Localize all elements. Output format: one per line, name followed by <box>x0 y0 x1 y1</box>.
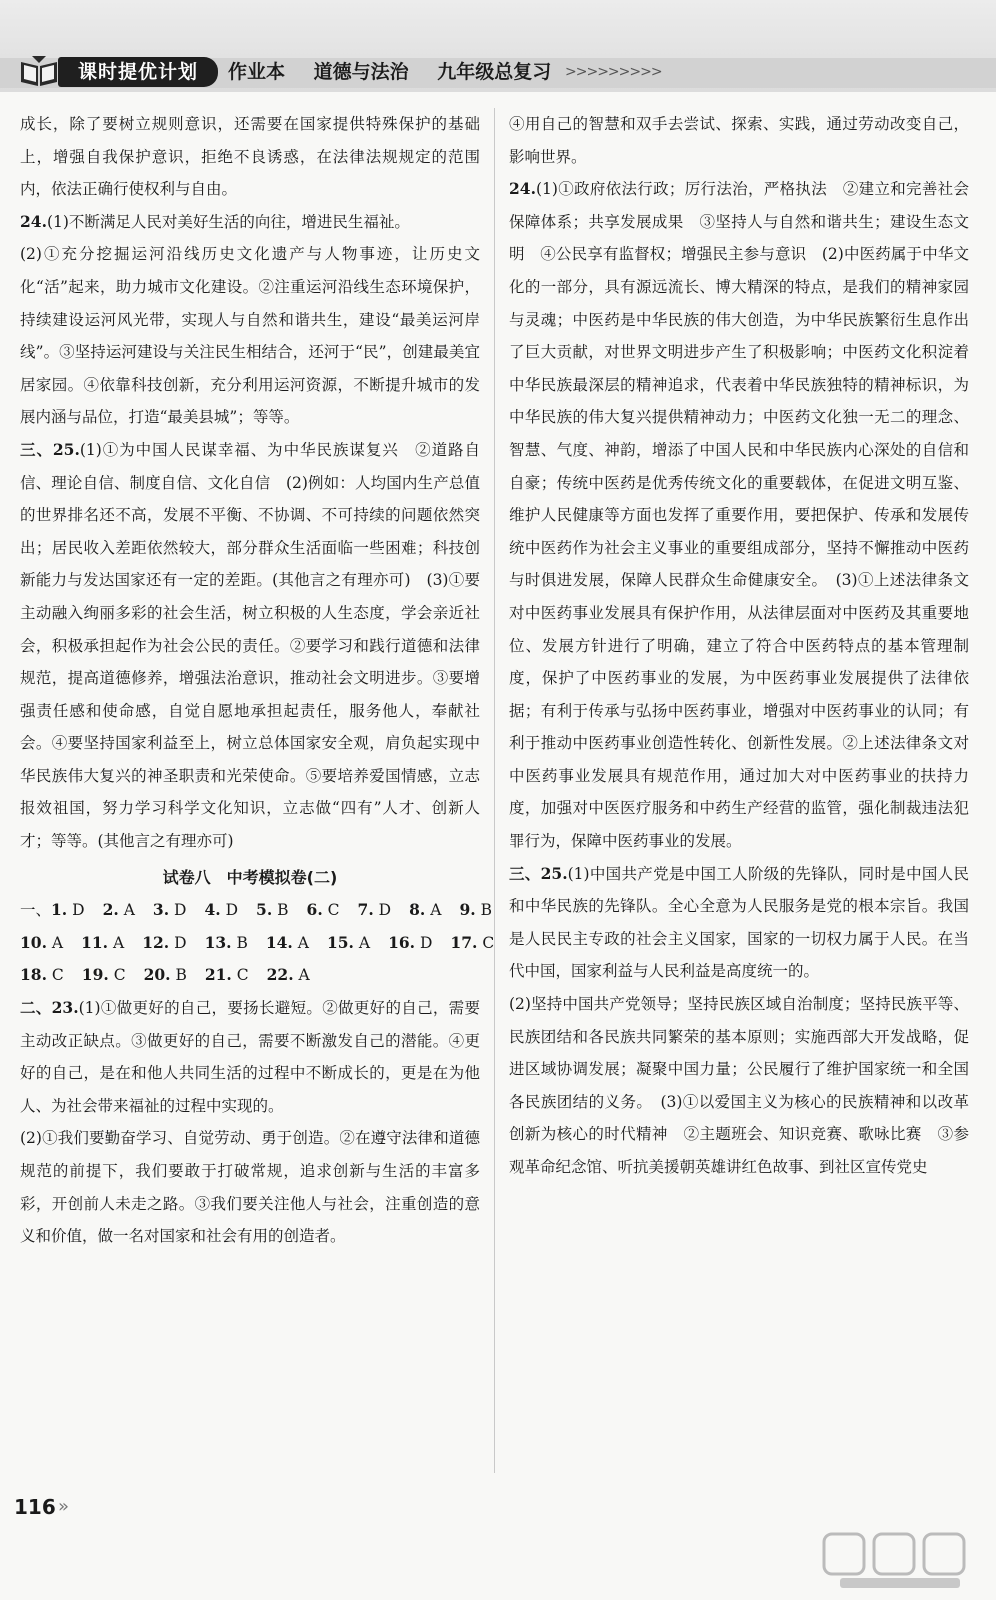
mc-item: 22. A <box>266 965 310 985</box>
page-arrow-icon: » <box>58 1496 70 1517</box>
question-number: 三、25. <box>20 439 80 459</box>
mc-item: 4. D <box>204 900 239 920</box>
mc-item: 3. D <box>152 900 187 920</box>
answer-25-1 <box>509 858 969 988</box>
question-number: 24. <box>509 179 536 199</box>
question-number: 24. <box>20 211 47 231</box>
answer-24-2: (2)①充分挖掘运河沿线历史文化遗产与人物事迹，让历史文化“活”起来，助力城市文化建设。②注重运河沿线生态环境保护，持续建设运河风光带，实现人与自然和谐共生，建设“最美运河岸线”。③坚持运河建设与关注民生相结合，还河于“民”，创建最美宜居家园。④依靠科技创新，充分利用运河资源，不断提升城市的发展内涵与品位，打造“最美县城”；等等。 <box>20 245 480 427</box>
mc-item: 20. B <box>143 965 187 985</box>
answer-24 <box>509 173 969 857</box>
mc-answers <box>20 894 495 992</box>
left-column <box>20 108 495 1253</box>
grade-title: 九年级总复习 <box>437 61 552 83</box>
mc-item: 8. A <box>409 900 442 920</box>
series-badge: 课时提优计划 <box>58 57 218 87</box>
mc-item: 19. C <box>81 965 126 985</box>
mc-item: 5. B <box>256 900 289 920</box>
mc-item: 17. C <box>450 932 495 952</box>
answer-25-2: (2)坚持中国共产党领导；坚持民族区域自治制度；坚持民族平等、民族团结和各民族共同繁荣的基本原则；实施西部大开发战略，促进区域协调发展；凝聚中国力量；公民履行了维护国家统一和全国各民族团结的义务。 (3)①以爱国主义为核心的民族精神和以改革创新为核心的时代精神 ②主题班会、知识竞赛、歌咏比赛 ③参观革命纪念馆、听抗美援朝英雄讲红色故事、到社区宣传党史 <box>509 995 969 1176</box>
book-logo-icon <box>18 54 60 88</box>
mc-item: 18. C <box>20 965 64 985</box>
mc-row <box>20 927 495 960</box>
subject-title: 道德与法治 <box>313 61 409 83</box>
mc-item: 16. D <box>388 932 433 952</box>
column-divider <box>494 108 495 1473</box>
mc-item: 1. D <box>51 900 85 920</box>
answer-24-1 <box>20 206 480 239</box>
mc-item: 9. B <box>459 900 492 920</box>
paragraph: ④用自己的智慧和双手去尝试、探索、实践，通过劳动改变自己，影响世界。 <box>509 115 969 166</box>
mc-item: 2. A <box>102 900 135 920</box>
answer-text: (1)不断满足人民对美好生活的向往，增进民生福祉。 <box>46 212 410 231</box>
watermark-logo-icon <box>820 1530 985 1592</box>
page-header <box>0 0 996 92</box>
answer-25 <box>20 434 480 858</box>
section-title: 试卷八 中考模拟卷(二) <box>162 867 338 887</box>
mc-item: 6. C <box>306 900 340 920</box>
answer-text: (1)①做更好的自己，要扬长避短。②做更好的自己，需要主动改正缺点。③做更好的自己，需要不断激发自己的潜能。④更好的自己，是在和他人共同生活的过程中不断成长的，更是在为他人、为社会带来福祉的过程中实现的。 <box>20 999 480 1115</box>
answer-text: (1)①为中国人民谋幸福、为中华民族谋复兴 ②道路自信、理论自信、制度自信、文化自信 (2)例如：人均国内生产总值的世界排名还不高，发展不平衡、不协调、不可持续的问题依然突出；居民收入差距依然较大，部分群众生活面临一些困难；科技创新能力与发达国家还有一定的差距。(其他言之有理亦可) (3)①要主动融入绚丽多彩的社会生活，树立积极的人生态度，学会亲近社会，积极承担起作为社会公民的责任。②要学习和践行道德和法律规范，提高道德修养，增强法治意识，推动社会文明进步。③要增强责任感和使命感，自觉自愿地承担起责任，服务他人，奉献社会。④要坚持国家利益至上，树立总体国家安全观，肩负起实现中华民族伟大复兴的神圣职责和光荣使命。⑤要培养爱国情感，立志报效祖国，努力学习科学文化知识，立志做“四有”人才、创新人才；等等。(其他言之有理亦可) <box>20 440 480 851</box>
mc-item: 10. A <box>20 932 64 952</box>
mc-row <box>20 959 480 992</box>
answer-23-1 <box>20 992 480 1122</box>
mc-item: 14. A <box>265 932 309 952</box>
mc-item: 11. A <box>81 932 125 952</box>
mc-item: 7. D <box>357 900 392 920</box>
book-type: 作业本 <box>228 61 286 83</box>
question-number: 三、25. <box>509 863 568 883</box>
mc-row <box>20 894 492 927</box>
mc-item: 12. D <box>142 932 187 952</box>
header-arrows: >>>>>>>>> <box>565 64 662 80</box>
paragraph: 成长，除了要树立规则意识，还需要在国家提供特殊保护的基础上，增强自我保护意识，拒绝不良诱惑，在法律法规规定的范围内，依法正确行使权利与自由。 <box>20 115 480 199</box>
mc-item: 13. B <box>204 932 248 952</box>
answer-text: (1)中国共产党是中国工人阶级的先锋队，同时是中国人民和中华民族的先锋队。全心全意为人民服务是党的根本宗旨。我国是人民民主专政的社会主义国家，国家的一切权力属于人民。在当代中国，国家利益与人民利益是高度统一的。 <box>509 864 969 981</box>
page-number: 116 <box>14 1495 56 1519</box>
answer-23-2: (2)①我们要勤奋学习、自觉劳动、勇于创造。②在遵守法律和道德规范的前提下，我们要敢于打破常规，追求创新与生活的丰富多彩，开创前人未走之路。③我们要关注他人与社会，注重创造的意义和价值，做一名对国家和社会有用的创造者。 <box>20 1129 480 1246</box>
header-titles <box>228 57 573 87</box>
right-column <box>509 108 969 1184</box>
answer-text: (1)①政府依法行政；厉行法治，严格执法 ②建立和完善社会保障体系；共享发展成果 ③坚持人与自然和谐共生；建设生态文明 ④公民享有监督权；增强民主参与意识 (2)中医药属于中华文化的一部分，具有源远流长、博大精深的特点，是我们的精神家园与灵魂；中医药是中华民族的伟大创造，为中华民族繁衍生息作出了巨大贡献，对世界文明进步产生了积极影响；中医药文化积淀着中华民族最深层的精神追求，代表着中华民族独特的精神标识，为中华民族的伟大复兴提供精神动力；中医药文化独一无二的理念、智慧、气度、神韵，增添了中国人民和中华民族内心深处的自信和自豪；传统中医药是优秀传统文化的重要载体，在促进文明互鉴、维护人民健康等方面也发挥了重要作用，要把保护、传承和发展传统中医药作为社会主义事业的重要组成部分，坚持不懈推动中医药与时俱进发展，保障人民群众生命健康安全。 (3)①上述法律条文对中医药事业发展具有保护作用，从法律层面对中医药及其重要地位、发展方针进行了明确，建立了符合中医药特点的基本管理制度，保护了中医药事业的发展，为中医药事业发展提供了法律依据；有利于传承与弘扬中医药事业，增强对中医药事业的认同；有利于推动中医药事业创造性转化、创新性发展。②上述法律条文对中医药事业发展具有规范作用，通过加大对中医药事业的扶持力度，加强对中医医疗服务和中药生产经营的监管，强化制裁违法犯罪行为，保障中医药事业的发展。 <box>509 180 969 851</box>
mc-item: 21. C <box>204 965 249 985</box>
mc-label: 一、 <box>20 901 52 920</box>
mc-item: 15. A <box>326 932 371 952</box>
question-number: 二、23. <box>20 998 79 1018</box>
